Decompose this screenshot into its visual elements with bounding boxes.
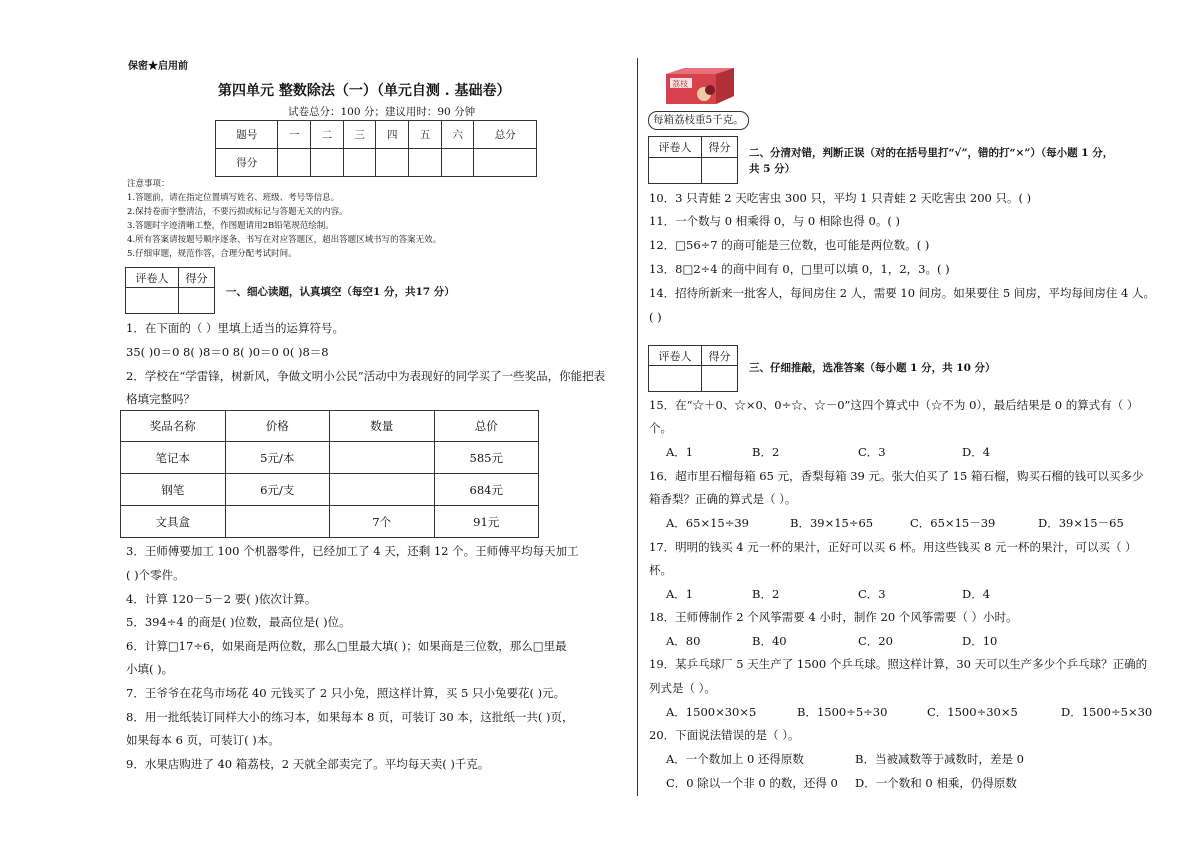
score-table-input-row [216,149,537,177]
question-8: 8．用一批纸装订同样大小的练习本，如果每本 8 页，可装订 30 本，这批纸一共( )页， [126,710,574,724]
grader-reviewer-label: 评卷人 [649,346,702,366]
prize-header-cell: 奖品名称 [121,411,226,442]
section2-title-cont: 共 5 分） [749,163,796,175]
grader-reviewer-label: 评卷人 [649,137,702,158]
prize-blank-cell[interactable] [225,506,330,538]
litchi-caption: 每箱荔枝重5千克。 [648,111,749,130]
question-6: 6．计算□17÷6，如果商是两位数，那么□里最大填( )；如果商是三位数，那么□里最 [126,639,567,653]
prize-header-cell: 价格 [225,411,330,442]
note-item: 2.保持卷面字整清洁，不要污损或标记与答题无关的内容。 [127,207,348,217]
score-header-cell: 总分 [474,121,537,149]
question-19: 19．某乒乓球厂 5 天生产了 1500 个乒乓球。照这样计算，30 天可以生产多少个乒乓球？正确的 [649,657,1148,671]
score-header-cell: 题号 [216,121,278,149]
question-6-cont: 小填( )。 [126,662,174,676]
score-table [215,120,537,177]
question-1-blanks: 35( )0＝0 8( )8＝0 8( )0＝0 0( )8＝8 [126,345,329,359]
option-b[interactable]: B．2 [752,445,780,459]
prize-cell: 钢笔 [121,474,226,506]
prize-cell: 684元 [434,474,539,506]
question-13: 13．8□2÷4 的商中间有 0，□里可以填 0，1，2，3。( ) [649,262,950,276]
note-item: 4.所有答案请按题号顺序逐条、书写在对应答题区，超出答题区域书写的答案无效。 [127,235,442,245]
section1-title: 一、细心读题，认真填空（每空1 分，共17 分） [226,286,455,298]
note-item: 5.仔细审题，规范作答，合理分配考试时间。 [127,249,297,259]
option-d[interactable]: D．一个数和 0 相乘，仍得原数 [855,776,1017,790]
option-b[interactable]: B．当被减数等于减数时，差是 0 [855,752,1024,766]
question-5: 5．394÷4 的商是( )位数，最高位是( )位。 [126,615,351,629]
score-header-cell: 二 [311,121,344,149]
score-table-header-row [216,121,537,149]
question-3: 3．王师傅要加工 100 个机器零件，已经加工了 4 天，还剩 12 个。王师傅平均每天加工 [126,544,579,558]
question-7: 7．王爷爷在花鸟市场花 40 元钱买了 2 只小兔，照这样计算，买 5 只小兔要花( )元。 [126,686,566,700]
option-a[interactable]: A．1 [666,445,694,459]
prize-cell: 91元 [434,506,539,538]
prize-table [120,410,539,538]
prize-cell: 5元/本 [225,442,330,474]
section2-title: 二、分清对错，判断正误（对的在括号里打“√”，错的打“×”）（每小题 1 分， [749,147,1114,159]
score-row-label: 得分 [216,149,278,177]
option-c[interactable]: C．0 除以一个非 0 的数，还得 0 [666,776,838,790]
score-header-cell: 六 [441,121,474,149]
question-10: 10．3 只青蛙 2 天吃害虫 300 只，平均 1 只青蛙 2 天吃害虫 200 只。( ) [649,191,1032,205]
option-c[interactable]: C．65×15－39 [910,516,996,530]
prize-blank-cell[interactable] [330,442,435,474]
option-c[interactable]: C．3 [858,445,886,459]
option-b[interactable]: B．39×15÷65 [790,516,874,530]
question-15-cont: 个。 [649,421,672,435]
note-item: 3.答题时字迹清晰工整，作图题请用2B铅笔规范绘制。 [127,221,334,231]
grader-score-label: 得分 [702,137,738,158]
litchi-box-label: 荔枝 [672,79,688,89]
question-9: 9．水果店购进了 40 箱荔枝，2 天就全部卖完了。平均每天卖( )千克。 [126,757,490,771]
question-20: 20．下面说法错误的是（ ）。 [649,728,800,742]
option-d[interactable]: D．4 [962,445,991,459]
question-17: 17．明明的钱买 4 元一杯的果汁，正好可以买 6 杯。用这些钱买 8 元一杯的果汁，可以买（ ） [649,540,1137,554]
score-header-cell: 四 [376,121,409,149]
option-b[interactable]: B．1500÷5÷30 [797,705,888,719]
prize-cell: 6元/支 [225,474,330,506]
question-2-cont: 格填完整吗？ [126,392,195,406]
score-header-cell: 五 [409,121,442,149]
score-input-cell[interactable] [343,149,376,177]
question-14-cont: ( ) [649,310,662,324]
option-d[interactable]: D．39×15－65 [1038,516,1124,530]
question-16: 16．超市里石榴每箱 65 元，香梨每箱 39 元。张大伯买了 15 箱石榴，购买石榴的钱可以买多少 [649,469,1144,483]
section3-title: 三、仔细推敲，选准答案（每小题 1 分，共 10 分） [749,362,996,374]
prize-cell: 文具盒 [121,506,226,538]
grader-reviewer-cell[interactable] [126,288,179,314]
option-a[interactable]: A．80 [666,634,701,648]
option-a[interactable]: A．一个数加上 0 还得原数 [666,752,804,766]
option-c[interactable]: C．3 [858,587,886,601]
prize-header-cell: 总价 [434,411,539,442]
score-input-cell[interactable] [474,149,537,177]
grader-reviewer-label: 评卷人 [126,268,179,288]
question-15: 15．在“☆＋0、☆×0、0÷☆、☆－0”这四个算式中（☆不为 0），最后结果是 0 的算式有（ ） [649,398,1139,412]
grader-score-label: 得分 [702,346,738,366]
score-input-cell[interactable] [409,149,442,177]
prize-header-cell: 数量 [330,411,435,442]
option-d[interactable]: D．1500÷5×30 [1061,705,1153,719]
option-a[interactable]: A．1 [666,587,694,601]
prize-cell: 笔记本 [121,442,226,474]
notes-heading: 注意事项： [127,179,170,189]
litchi-box-image [664,66,736,106]
table-row [121,506,539,538]
question-19-cont: 列式是（ ）。 [649,681,716,695]
option-a[interactable]: A．65×15÷39 [666,516,749,530]
option-d[interactable]: D．4 [962,587,991,601]
question-1: 1．在下面的（ ）里填上适当的运算符号。 [126,321,344,335]
question-11: 11．一个数与 0 相乘得 0，与 0 相除也得 0。( ) [649,214,900,228]
grader-box [125,267,215,314]
grader-reviewer-cell[interactable] [649,366,702,392]
question-12: 12．□56÷7 的商可能是三位数，也可能是两位数。( ) [649,238,930,252]
note-item: 1.答题前，请在指定位置填写姓名、班级、考号等信息。 [127,193,340,203]
score-input-cell[interactable] [311,149,344,177]
score-input-cell[interactable] [278,149,311,177]
option-a[interactable]: A．1500×30×5 [666,705,757,719]
prize-cell: 585元 [434,442,539,474]
question-16-cont: 箱香梨？正确的算式是（ ）。 [649,492,797,506]
grader-score-label: 得分 [179,268,215,288]
option-c[interactable]: C．1500÷30×5 [927,705,1018,719]
score-input-cell[interactable] [441,149,474,177]
grader-box [648,345,738,392]
table-row [121,442,539,474]
question-2: 2．学校在“学雷锋，树新风，争做文明小公民”活动中为表现好的同学买了一些奖品，你能把表 [126,369,606,383]
grader-score-cell[interactable] [702,158,738,184]
question-18: 18．王师傅制作 2 个风筝需要 4 小时，制作 20 个风筝需要（ ）小时。 [649,610,1018,624]
option-b[interactable]: B．2 [752,587,780,601]
score-header-cell: 一 [278,121,311,149]
question-3-cont: ( )个零件。 [126,568,185,582]
column-divider [637,58,638,796]
option-b[interactable]: B．40 [752,634,787,648]
score-header-cell: 三 [343,121,376,149]
page-title: 第四单元 整数除法（一）（单元自测 . 基础卷） [218,83,511,99]
question-14: 14．招待所新来一批客人，每间房住 2 人，需要 10 间房。如果要住 5 间房，平均每间房住 4 人。 [649,286,1155,300]
table-row [121,474,539,506]
grader-reviewer-cell[interactable] [649,158,702,184]
exam-info: 试卷总分：100 分；建议用时：90 分钟 [288,106,476,118]
prize-blank-cell[interactable] [330,474,435,506]
question-17-cont: 杯。 [649,563,672,577]
option-d[interactable]: D．10 [962,634,998,648]
grader-box [648,136,738,184]
option-c[interactable]: C．20 [858,634,893,648]
question-4: 4．计算 120－5－2 要( )依次计算。 [126,592,317,606]
prize-header-row [121,411,539,442]
question-8-cont: 如果每本 6 页，可装订( )本。 [126,733,280,747]
secret-mark: 保密★启用前 [128,61,188,72]
grader-score-cell[interactable] [702,366,738,392]
score-input-cell[interactable] [376,149,409,177]
grader-score-cell[interactable] [179,288,215,314]
prize-cell: 7个 [330,506,435,538]
